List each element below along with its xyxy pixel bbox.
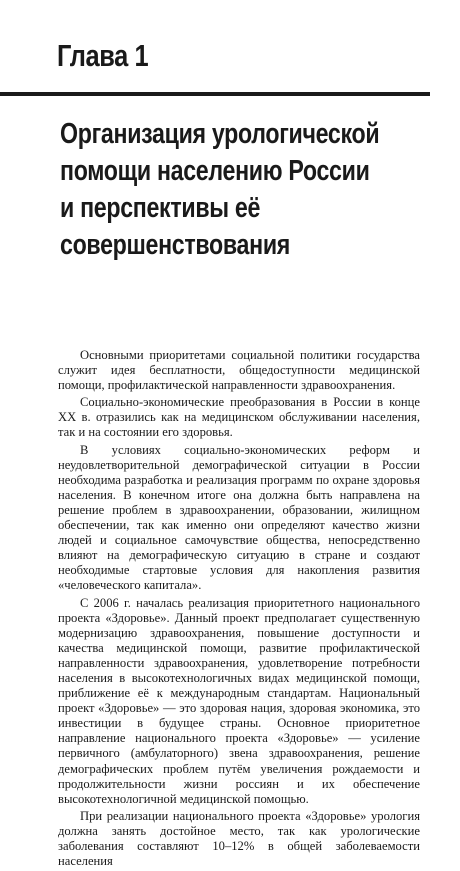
paragraph: Основными приоритетами социальной политики государства служит идея бесплатности, общедоступности медицинской помощи, профилактической направленности здравоохранения. bbox=[58, 348, 420, 393]
paragraph: В условиях социально-экономических реформ и неудовлетворительной демографической ситуации в России необходима разработка и реализация программ по охране здоровья населения. В конечном итоге она должна быть направлена на решение проблем в здравоохранении, образовании, жилищном обеспечении, так как именно они определяют качество жизни людей и социальное самочувствие общества, непосредственно влияют на демографическую ситуацию в стране и создают необходимые стартовые условия для накопления развития «человеческого капитала». bbox=[58, 442, 420, 593]
title-line: помощи населению России bbox=[60, 155, 370, 187]
paragraph: При реализации национального проекта «Здоровье» урология должна занять достойное место, так как урологические заболевания составляют 10–12% в общей заболеваемости населения bbox=[58, 808, 420, 869]
title-line: Организация урологической bbox=[60, 118, 380, 150]
chapter-rule bbox=[0, 92, 430, 96]
body-text bbox=[58, 348, 420, 871]
paragraph: Социально-экономические преобразования в России в конце XX в. отразились как на медицинском обслуживании населения, так и на состоянии его здоровья. bbox=[58, 395, 420, 440]
title-line: и перспективы её bbox=[60, 192, 261, 224]
chapter-title bbox=[60, 116, 428, 264]
title-line: совершенствования bbox=[60, 229, 290, 261]
paragraph: С 2006 г. началась реализация приоритетного национального проекта «Здоровье». Данный проект предполагает существенную модернизацию здравоохранения, повышение доступности и качества медицинской помощи, развитие профилактической направленности здравоохранения, удовлетворение потребности населения в высокотехнологичных видах медицинской помощи, приближение её к международным стандартам. Национальный проект «Здоровье» — это здоровая нация, здоровая экономика, это инвестиции в будущее страны. Основное приоритетное направление национального проекта «Здоровье» — усиление первичного (амбулаторного) звена здравоохранения, решение демографических проблем путём увеличения рождаемости и продолжительности жизни россиян и их обеспечение высокотехнологичной медицинской помощью. bbox=[58, 595, 420, 806]
chapter-label: Глава 1 bbox=[57, 38, 149, 73]
